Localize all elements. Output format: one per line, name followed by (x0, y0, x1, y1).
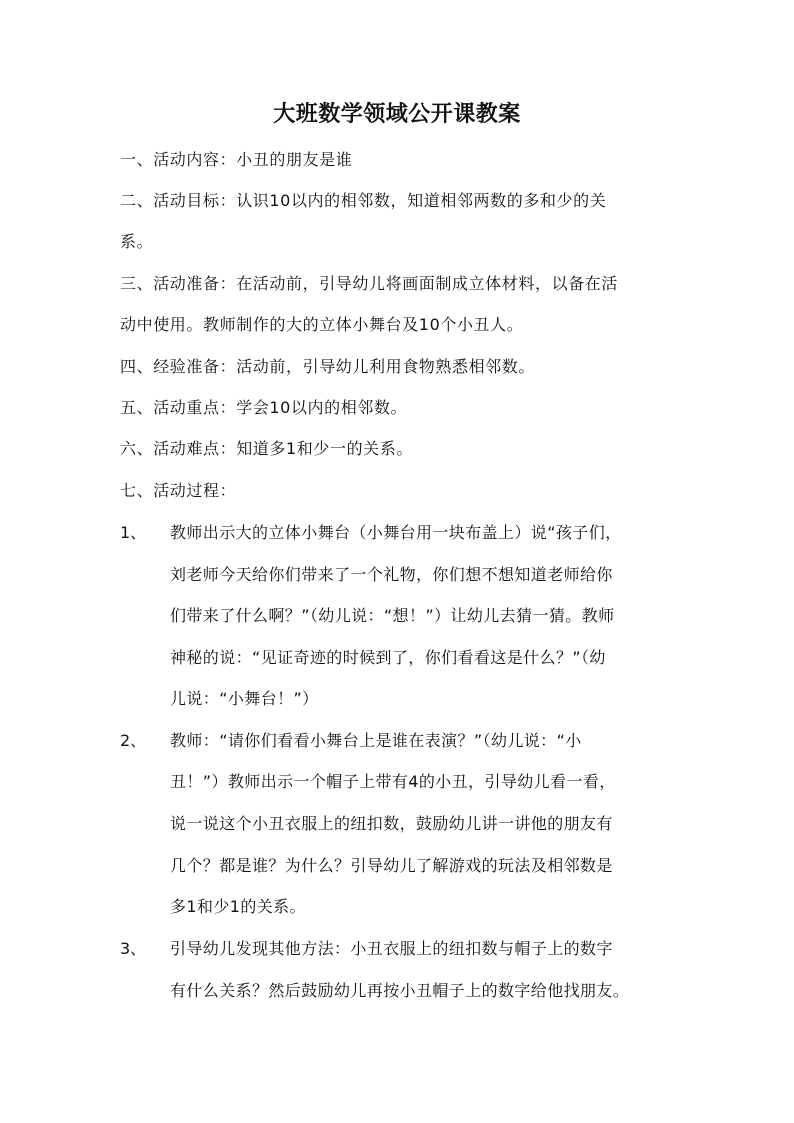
section-activity-prep-cont: 动中使用。教师制作的大的立体小舞台及10个小丑人。 (120, 315, 524, 334)
step-1-line: 神秘的说：“见证奇迹的时候到了，你们看看这是什么？”（幼 (170, 648, 606, 667)
step-2-line: 丑！”）教师出示一个帽子上带有4的小丑，引导幼儿看一看， (170, 772, 616, 791)
section-activity-goal-cont: 系。 (120, 232, 154, 251)
section-process: 七、活动过程： (120, 481, 237, 500)
section-activity-prep: 三、活动准备：在活动前，引导幼儿将画面制成立体材料，以备在活 (120, 274, 619, 293)
step-3-line: 有什么关系？然后鼓励幼儿再按小丑帽子上的数字给他找朋友。 (170, 981, 630, 1000)
step-number: 3、 (120, 939, 147, 958)
section-activity-goal: 二、活动目标：认识10以内的相邻数，知道相邻两数的多和少的关 (120, 191, 607, 210)
step-1-line: 们带来了什么啊？”（幼儿说：“想！”）让幼儿去猜一猜。教师 (170, 606, 615, 625)
step-2-line: 几个？都是谁？为什么？引导幼儿了解游戏的玩法及相邻数是 (170, 856, 613, 875)
step-1-line: 刘老师今天给你们带来了一个礼物，你们想不想知道老师给你 (170, 565, 613, 584)
step-1-line: 教师出示大的立体小舞台（小舞台用一块布盖上）说“孩子们， (170, 523, 622, 542)
step-3-line: 引导幼儿发现其他方法：小丑衣服上的纽扣数与帽子上的数字 (170, 939, 613, 958)
section-difficulty: 六、活动难点：知道多1和少一的关系。 (120, 439, 413, 458)
section-activity-content: 一、活动内容：小丑的朋友是谁 (120, 150, 353, 169)
document-title: 大班数学领域公开课教案 (273, 101, 521, 127)
step-1-line: 儿说：“小舞台！”） (170, 689, 319, 708)
section-experience-prep: 四、经验准备：活动前，引导幼儿利用食物熟悉相邻数。 (120, 357, 536, 376)
step-number: 2、 (120, 731, 147, 750)
section-key-point: 五、活动重点：学会10以内的相邻数。 (120, 398, 408, 417)
step-2-line: 多1和少1的关系。 (170, 897, 306, 916)
step-2-line: 教师：“请你们看看小舞台上是谁在表演？”（幼儿说：“小 (170, 731, 582, 750)
step-2-line: 说一说这个小丑衣服上的纽扣数，鼓励幼儿讲一讲他的朋友有 (170, 814, 613, 833)
step-number: 1、 (120, 523, 147, 542)
